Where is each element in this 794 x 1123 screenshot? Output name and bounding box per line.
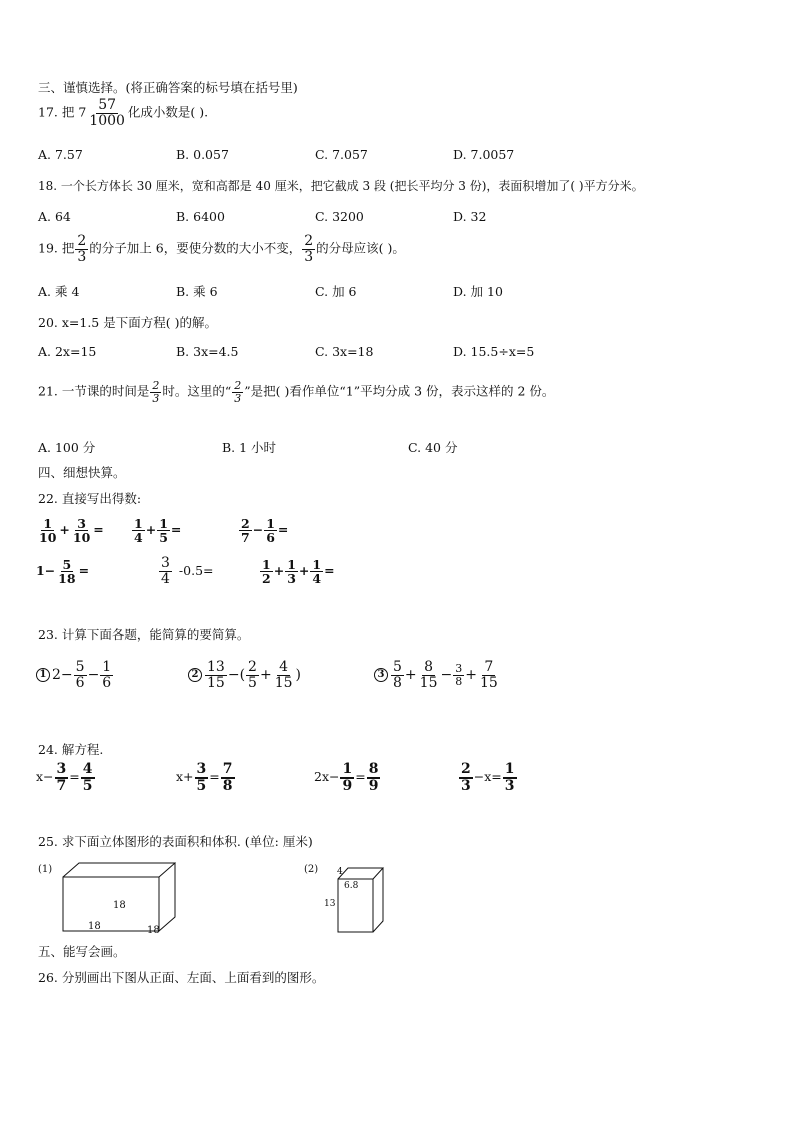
- q23-expr-2: 2 $\frac{13}{15}$ −( $\frac{2}{5}$ + $\frac{4}{15}$ ): [188, 660, 301, 690]
- q18-option-c: C. 3200: [315, 209, 364, 224]
- q25-figure-1: [36, 858, 176, 938]
- q22-expr-5: $\frac{3}{4}$ -0.5=: [161, 555, 214, 587]
- fig1-depth-label: 18: [147, 925, 160, 936]
- q19-option-a: A. 乘 4: [38, 284, 80, 299]
- q25-figure-2: [302, 860, 392, 940]
- question-26: 26. 分别画出下图从正面、左面、上面看到的图形。: [38, 970, 325, 985]
- q19-option-b: B. 乘 6: [176, 284, 218, 299]
- q20-option-d: D. 15.5÷x=5: [453, 344, 535, 359]
- q23-title: 23. 计算下面各题，能简算的要简算。: [38, 627, 250, 642]
- circled-3: 3: [374, 668, 388, 682]
- section-5-heading: 五、能写会画。: [38, 944, 126, 959]
- q22-expr-4: 1− $\frac{5}{18}$ =: [36, 557, 90, 587]
- fig2-label: (2): [304, 864, 319, 875]
- section-3-heading: 三、谨慎选择。(将正确答案的标号填在括号里): [38, 80, 298, 95]
- q21-option-b: B. 1 小时: [222, 440, 277, 455]
- q25-title: 25. 求下面立体图形的表面积和体积. (单位: 厘米): [38, 834, 313, 849]
- q17-prefix: 17. 把 7: [38, 104, 87, 120]
- q19-option-d: D. 加 10: [453, 284, 503, 299]
- q22-e1-frac2: $\frac{3}{10}$: [72, 516, 91, 546]
- q17-option-c: C. 7.057: [315, 147, 368, 162]
- q22-expr-2: $\frac{1}{4}$ + $\frac{1}{5}$ =: [134, 516, 182, 546]
- q23-expr-3: 3 $\frac{5}{8}$ + $\frac{8}{15}$ − $\frac{3}{8}$ + $\frac{7}{15}$: [374, 660, 501, 690]
- fig1-length-label: 18: [88, 921, 101, 932]
- q19-fraction-2: $\frac{2}{3}$: [304, 233, 314, 265]
- q17-suffix: 化成小数是( ).: [127, 104, 209, 120]
- q18-option-a: A. 64: [38, 209, 71, 224]
- q17-option-a: A. 7.57: [38, 147, 83, 162]
- fig2-height-label: 13: [324, 899, 336, 909]
- fig2-width-label: 6.8: [344, 881, 359, 891]
- circled-1: 1: [36, 668, 50, 682]
- q19-fraction: $\frac{2}{3}$: [77, 233, 87, 265]
- q20-option-c: C. 3x=18: [315, 344, 374, 359]
- q20-option-b: B. 3x=4.5: [176, 344, 239, 359]
- q22-expr-6: $\frac{1}{2}$ + $\frac{1}{3}$ + $\frac{1}{4}$ =: [262, 557, 335, 587]
- q24-expr-4: $\frac{2}{3}$ −x= $\frac{1}{3}$: [461, 761, 515, 794]
- question-20: 20. x=1.5 是下面方程( )的解。: [38, 315, 217, 330]
- question-21: 21. 一节课的时间是 $\frac{2}{3}$ 时。这里的“ $\frac{2}{3}$ ”是把( )看作单位“1”平均分成 3 份，表示这样的 2 份。: [38, 379, 555, 405]
- fig1-label: (1): [38, 864, 53, 875]
- q21-option-c: C. 40 分: [408, 440, 458, 455]
- q18-option-b: B. 6400: [176, 209, 225, 224]
- q18-option-d: D. 32: [453, 209, 487, 224]
- q22-e1-frac1: $\frac{1}{10}$: [39, 516, 57, 546]
- section-4-heading: 四、细想快算。: [38, 465, 126, 480]
- q21-fraction-2: $\frac{2}{3}$: [234, 379, 242, 405]
- q19-option-c: C. 加 6: [315, 284, 357, 299]
- q22-expr-3: $\frac{2}{7}$ − $\frac{1}{6}$ =: [241, 516, 289, 546]
- question-18: 18. 一个长方体长 30 厘米，宽和高都是 40 厘米，把它截成 3 段 (把长平均分 3 份)，表面积增加了( )平方分米。: [38, 179, 644, 193]
- circled-2: 2: [188, 668, 202, 682]
- q21-fraction: $\frac{2}{3}$: [152, 379, 160, 405]
- q21-option-a: A. 100 分: [38, 440, 96, 455]
- question-17: [38, 98, 208, 128]
- q23-expr-1: 1 2− $\frac{5}{6}$ − $\frac{1}{6}$: [36, 660, 114, 690]
- fig2-top-label: 4: [337, 867, 343, 877]
- q24-expr-3: 2x− $\frac{1}{9}$ = $\frac{8}{9}$: [314, 761, 379, 794]
- q17-option-d: D. 7.0057: [453, 147, 515, 162]
- q22-expr-1: $\frac{1}{10}$ + $\frac{3}{10}$ =: [39, 516, 104, 546]
- q17-option-b: B. 0.057: [176, 147, 229, 162]
- q20-option-a: A. 2x=15: [38, 344, 97, 359]
- question-19: 19. 把 $\frac{2}{3}$ 的分子加上 6，要使分数的大小不变， $\frac{2}{3}$ 的分母应该( )。: [38, 233, 405, 265]
- q22-title: 22. 直接写出得数:: [38, 491, 142, 506]
- q24-expr-1: x− $\frac{3}{7}$ = $\frac{4}{5}$: [36, 761, 93, 794]
- q17-fraction: $\frac{57}{1000}$: [89, 97, 125, 129]
- fig1-height-label: 18: [113, 900, 126, 911]
- q24-title: 24. 解方程.: [38, 742, 104, 757]
- q24-expr-2: x+ $\frac{3}{5}$ = $\frac{7}{8}$: [176, 761, 233, 794]
